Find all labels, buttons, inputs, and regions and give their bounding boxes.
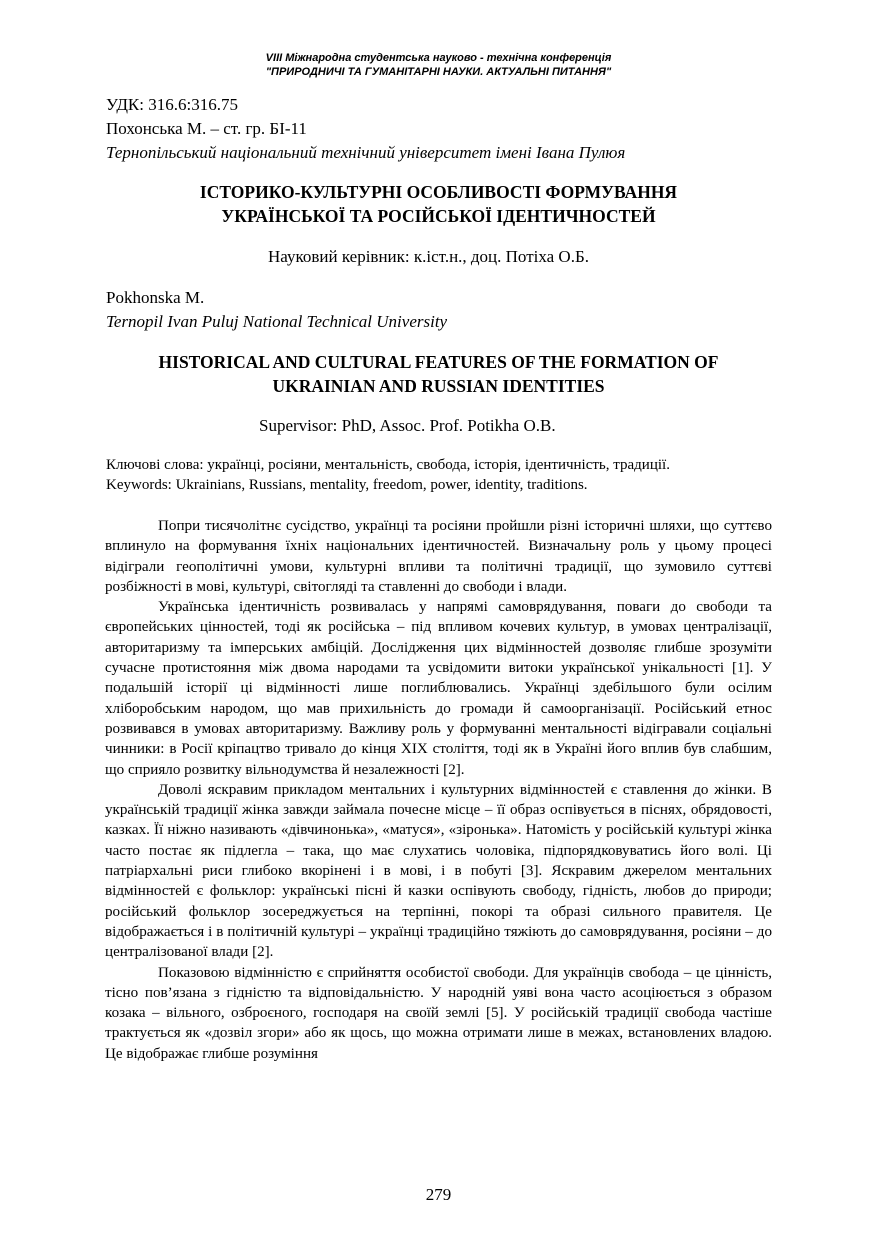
affiliation-en: Ternopil Ivan Puluj National Technical University <box>106 312 448 331</box>
title-en-line-2: UKRAINIAN AND RUSSIAN IDENTITIES <box>272 376 605 396</box>
affiliation-ua: Тернопільський національний технічний університет імені Івана Пулюя <box>106 143 626 162</box>
conference-header-line-1: VIII Міжнародна студентська науково - технічна конференція <box>265 52 612 64</box>
paragraph-1: Попри тисячолітнє сусідство, українці та росіяни пройшли різні історичні шляхи, що суттєво вплинуло на формування їхніх національних ідентичностей. Визначальну роль у цьому процесі відіграли геополітичні умови, культурні впливи та політичні традиції, що зумовило суттєві розбіжності в мові, культурі, світогляді та ставленні до свободи і влади. <box>105 518 772 595</box>
conference-header-line-2: "ПРИРОДНИЧІ ТА ГУМАНІТАРНІ НАУКИ. АКТУАЛЬНІ ПИТАННЯ" <box>265 66 612 78</box>
keywords-en: Keywords: Ukrainians, Russians, mentality, freedom, power, identity, traditions. <box>106 477 588 493</box>
page-number: 279 <box>425 1185 452 1204</box>
paragraph-2: Українська ідентичність розвивалась у напрямі самоврядування, поваги до свободи та європейських цінностей, тоді як російська – під впливом кочевих культур, в умовах централізації, авторитаризму та імперських амбіцій. Дослідження цих відмінностей дозволяє глибше зрозуміти сучасне протистояння між двома народами та усвідомити витоки української унікальності [1]. У подальшій історії ці відмінності лише поглиблювались. Українці здебільшого були осілим хліборобським народом, що мав прихильність до громади й самоорганізації. Російський етнос розвивався в умовах авторитаризму. Важливу роль у формуванні ментальності відігравали соціальні чинники: в Росії кріпацтво тривало до кінця XIX століття, тоді як в Україні його вплив був слабшим, що сприяло розвитку вільнодумства й незалежності [2]. <box>105 599 772 778</box>
title-ua-line-1: ІСТОРИКО-КУЛЬТУРНІ ОСОБЛИВОСТІ ФОРМУВАННЯ <box>199 182 678 202</box>
title-ua-line-2: УКРАЇНСЬКОЇ ТА РОСІЙСЬКОЇ ІДЕНТИЧНОСТЕЙ <box>221 206 656 226</box>
title-ua <box>90 180 787 228</box>
keywords-ua: Ключові слова: українці, росіяни, ментальність, свобода, історія, ідентичність, традиції. <box>106 457 670 473</box>
author-en: Pokhonska M. <box>106 288 205 307</box>
article-body <box>105 516 772 1064</box>
title-en <box>90 350 787 398</box>
udc-code: УДК: 316.6:316.75 <box>106 95 238 114</box>
paragraph-4: Показовою відмінністю є сприйняття особистої свободи. Для українців свобода – це цінність, тісно пов’язана з гідністю та відповідальністю. У народній уяві вона часто асоціюється з образом козака – вільного, озброєного, господаря на своїй землі [5]. У російській традиції свобода частіше трактується як «дозвіл згори» або як щось, що можна отримати лише в межах, встановлених владою. Це відображає глибше розуміння <box>105 964 772 1062</box>
paragraph-3: Доволі яскравим прикладом ментальних і культурних відмінностей є ставлення до жінки. В українській традиції жінка завжди займала почесне місце – її образ оспівується в піснях, обрядовості, казках. Її ніжно називають «дівчинонька», «матуся», «зіронька». Натомість у російській культурі жінка часто постає як підлегла – така, що має слухатись чоловіка, підпорядковуватись його волі. Ці патріархальні риси глибоко вкорінені і в мові, і в побуті [3]. Яскравим джерелом ментальних відмінностей є фольклор: українські пісні й казки оспівують свободу, гідність, любов до природи; російський фольклор зосереджується на терпінні, покорі та образі сильного правителя. Це відображається і в політичній культурі – українці традиційно тяжіють до самоврядування, росіяни – до централізованої влади [2]. <box>105 781 772 961</box>
title-en-line-1: HISTORICAL AND CULTURAL FEATURES OF THE FORMATION OF <box>158 352 719 372</box>
supervisor-en: Supervisor: PhD, Assoc. Prof. Potikha O.B. <box>259 416 556 435</box>
author-ua: Похонська М. – ст. гр. БІ-11 <box>106 119 307 138</box>
supervisor-ua: Науковий керівник: к.іст.н., доц. Потіха О.Б. <box>268 247 589 266</box>
